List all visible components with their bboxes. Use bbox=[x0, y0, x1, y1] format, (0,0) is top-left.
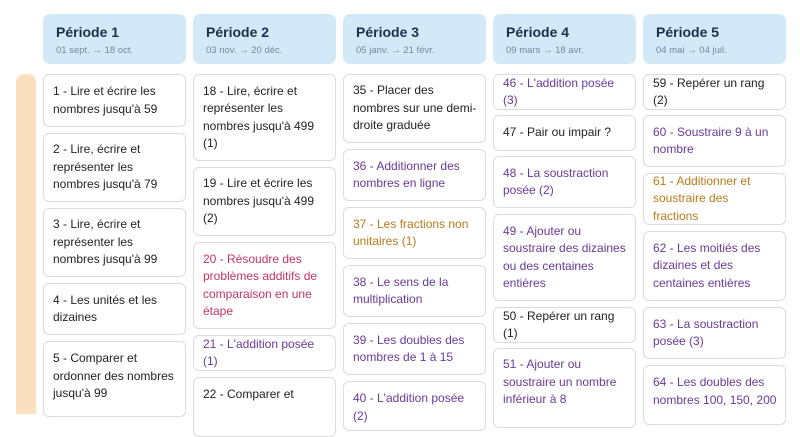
lesson-label: 2 - Lire, écrire et représenter les nombres jusqu'à 79 bbox=[53, 142, 158, 192]
period-dates: 01 sept. → 18 oct. bbox=[56, 45, 134, 56]
period-title: Période 4 bbox=[506, 24, 570, 40]
lesson-card[interactable] bbox=[343, 381, 486, 431]
lesson-label: 19 - Lire et écrire les nombres jusqu'à 499 (2) bbox=[203, 176, 315, 226]
period-title: Période 2 bbox=[206, 24, 270, 40]
lesson-card[interactable] bbox=[643, 115, 786, 167]
lesson-label: 35 - Placer des nombres sur une demi-droite graduée bbox=[353, 83, 477, 133]
lesson-card[interactable] bbox=[343, 149, 486, 201]
lesson-card[interactable] bbox=[43, 341, 186, 417]
lesson-card[interactable] bbox=[343, 323, 486, 375]
lesson-label: 40 - L'addition posée (2) bbox=[353, 391, 465, 423]
period-title: Période 5 bbox=[656, 24, 720, 40]
lesson-label: 21 - L'addition posée (1) bbox=[203, 336, 315, 368]
lesson-card[interactable] bbox=[43, 208, 186, 277]
lesson-label: 63 - La soustraction posée (3) bbox=[653, 316, 759, 348]
lesson-card[interactable] bbox=[643, 365, 786, 425]
lesson-label: 48 - La soustraction posée (2) bbox=[503, 165, 609, 197]
lesson-card[interactable] bbox=[343, 74, 486, 143]
period-header bbox=[643, 14, 786, 64]
lesson-card[interactable] bbox=[193, 74, 336, 161]
lesson-label: 64 - Les doubles des nombres 100, 150, 200 bbox=[653, 375, 777, 407]
lesson-card[interactable] bbox=[493, 115, 636, 151]
lesson-card[interactable] bbox=[643, 74, 786, 110]
lesson-label: 49 - Ajouter ou soustraire des dizaines ou des centaines entières bbox=[503, 223, 626, 290]
period-dates: 03 nov. → 20 déc. bbox=[206, 45, 283, 56]
lesson-label: 18 - Lire, écrire et représenter les nombres jusqu'à 499 (1) bbox=[203, 83, 315, 150]
lesson-label: 59 - Repérer un rang (2) bbox=[653, 75, 765, 107]
lesson-label: 51 - Ajouter ou soustraire un nombre inférieur à 8 bbox=[503, 357, 617, 406]
lesson-label: 37 - Les fractions non unitaires (1) bbox=[353, 216, 469, 248]
lesson-card[interactable] bbox=[643, 231, 786, 301]
lesson-card[interactable] bbox=[193, 242, 336, 329]
lesson-card[interactable] bbox=[343, 207, 486, 259]
lesson-label: 60 - Soustraire 9 à un nombre bbox=[653, 124, 769, 156]
row-indicator-bar bbox=[16, 74, 36, 414]
lesson-label: 20 - Résoudre des problèmes additifs de comparaison en une étape bbox=[203, 251, 318, 318]
lesson-label: 61 - Additionner et soustraire des fractions bbox=[653, 173, 751, 223]
period-title: Période 1 bbox=[56, 24, 120, 40]
period-header bbox=[493, 14, 636, 64]
lesson-label: 5 - Comparer et ordonner des nombres jusqu'à 99 bbox=[53, 351, 174, 400]
period-header bbox=[343, 14, 486, 64]
lesson-card[interactable] bbox=[493, 307, 636, 343]
lesson-card[interactable] bbox=[343, 265, 486, 317]
period-header bbox=[43, 14, 186, 64]
lesson-label: 47 - Pair ou impair ? bbox=[503, 125, 612, 140]
lesson-label: 4 - Les unités et les dizaines bbox=[53, 292, 158, 324]
period-title: Période 3 bbox=[356, 24, 420, 40]
lesson-card[interactable] bbox=[193, 377, 336, 437]
lesson-label: 62 - Les moitiés des dizaines et des centaines entières bbox=[653, 240, 761, 290]
lesson-card[interactable] bbox=[493, 214, 636, 301]
lesson-card[interactable] bbox=[43, 133, 186, 202]
lesson-card[interactable] bbox=[643, 307, 786, 359]
period-dates: 05 janv. → 21 févr. bbox=[356, 45, 435, 56]
lesson-label: 22 - Comparer et bbox=[203, 387, 294, 401]
lesson-label: 36 - Additionner des nombres en ligne bbox=[353, 158, 460, 190]
lesson-card[interactable] bbox=[43, 74, 186, 127]
lesson-card[interactable] bbox=[643, 173, 786, 225]
lesson-label: 46 - L'addition posée (3) bbox=[503, 75, 615, 107]
lesson-card[interactable] bbox=[493, 74, 636, 110]
lesson-label: 3 - Lire, écrire et représenter les nombres jusqu'à 99 bbox=[53, 217, 158, 267]
lesson-label: 39 - Les doubles des nombres de 1 à 15 bbox=[353, 332, 465, 364]
period-dates: 04 mai → 04 juil. bbox=[656, 45, 727, 56]
lesson-label: 38 - Le sens de la multiplication bbox=[353, 274, 449, 306]
period-header bbox=[193, 14, 336, 64]
lesson-label: 50 - Repérer un rang (1) bbox=[503, 308, 615, 340]
lesson-card[interactable] bbox=[193, 167, 336, 236]
lesson-card[interactable] bbox=[493, 348, 636, 428]
lesson-card[interactable] bbox=[493, 156, 636, 208]
lesson-label: 1 - Lire et écrire les nombres jusqu'à 59 bbox=[53, 84, 158, 116]
lesson-card[interactable] bbox=[43, 283, 186, 335]
lesson-card[interactable] bbox=[193, 335, 336, 371]
period-dates: 09 mars → 18 avr. bbox=[506, 45, 584, 56]
